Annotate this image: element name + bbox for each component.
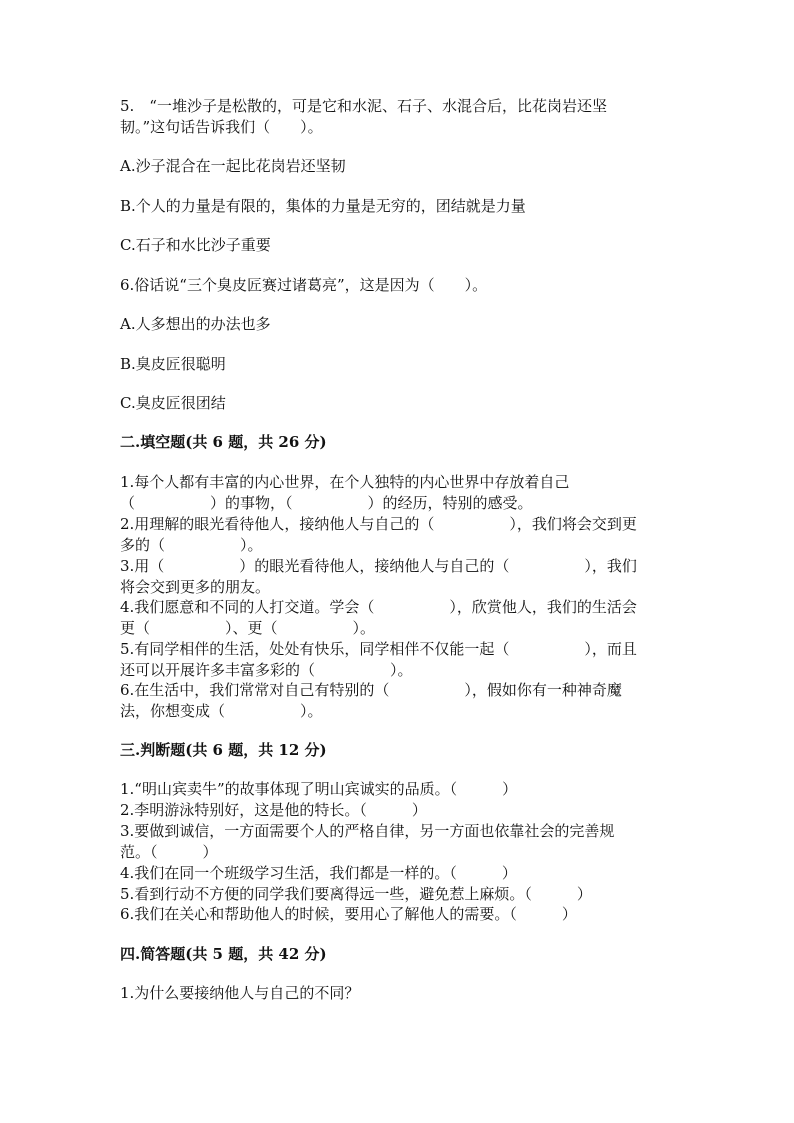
q6-option-b: B.臭皮匠很聪明 — [120, 355, 226, 373]
s2-line: 1.每个人都有丰富的内心世界，在个人独特的内心世界中存放着自己 — [120, 473, 570, 491]
s3-line: 5.看到行动不方便的同学我们要离得远一些，避免惹上麻烦。（ ） — [120, 885, 592, 903]
s2-line: 6.在生活中，我们常常对自己有特别的（ ），假如你有一种神奇魔 — [120, 681, 622, 699]
s3-line: 6.我们在关心和帮助他人的时候，要用心了解他人的需要。（ ） — [120, 905, 577, 923]
q6-stem: 6.俗话说“三个臭皮匠赛过诸葛亮”，这是因为（ ）。 — [120, 276, 488, 294]
s2-line: 还可以开展许多丰富多彩的（ ）。 — [120, 661, 413, 679]
q5-option-b: B.个人的力量是有限的，集体的力量是无穷的，团结就是力量 — [120, 197, 526, 215]
s3-line: 2.李明游泳特别好，这是他的特长。（ ） — [120, 801, 427, 819]
s2-line: （ ）的事物，（ ）的经历，特别的感受。 — [120, 494, 533, 512]
s3-line: 3.要做到诚信，一方面需要个人的严格自律，另一方面也依靠社会的完善规 — [120, 822, 615, 840]
s3-line: 4.我们在同一个班级学习生活，我们都是一样的。（ ） — [120, 864, 517, 882]
s2-line: 3.用（ ）的眼光看待他人，接纳他人与自己的（ ），我们 — [120, 557, 637, 575]
s2-line: 2.用理解的眼光看待他人，接纳他人与自己的（ ），我们将会交到更 — [120, 515, 637, 533]
s2-line: 5.有同学相伴的生活，处处有快乐，同学相伴不仅能一起（ ），而且 — [120, 640, 637, 658]
section2-heading: 二.填空题(共 6 题，共 26 分) — [120, 433, 327, 451]
q5-option-c: C.石子和水比沙子重要 — [120, 236, 271, 254]
s2-line: 法，你想变成（ ）。 — [120, 702, 323, 720]
q5-stem-line2: 韧。”这句话告诉我们（ ）。 — [120, 118, 323, 136]
s2-line: 更（ ）、更（ ）。 — [120, 619, 376, 637]
q5-option-a: A.沙子混合在一起比花岗岩还坚韧 — [120, 157, 346, 175]
q6-option-c: C.臭皮匠很团结 — [120, 394, 226, 412]
s3-line: 1.“明山宾卖牛”的故事体现了明山宾诚实的品质。（ ） — [120, 780, 518, 798]
q5-stem-line1: 5. “一堆沙子是松散的，可是它和水泥、石子、水混合后，比花岗岩还坚 — [120, 97, 607, 115]
s3-line: 范。（ ） — [120, 843, 218, 861]
s2-line: 将会交到更多的朋友。 — [120, 578, 271, 596]
section4-heading: 四.简答题(共 5 题，共 42 分) — [120, 945, 327, 963]
s2-line: 4.我们愿意和不同的人打交道。学会（ ），欣赏他人，我们的生活会 — [120, 598, 637, 616]
section3-heading: 三.判断题(共 6 题，共 12 分) — [120, 741, 327, 759]
s2-line: 多的（ ）。 — [120, 536, 263, 554]
q6-option-a: A.人多想出的办法也多 — [120, 315, 271, 333]
s4-line: 1.为什么要接纳他人与自己的不同？ — [120, 984, 360, 1002]
